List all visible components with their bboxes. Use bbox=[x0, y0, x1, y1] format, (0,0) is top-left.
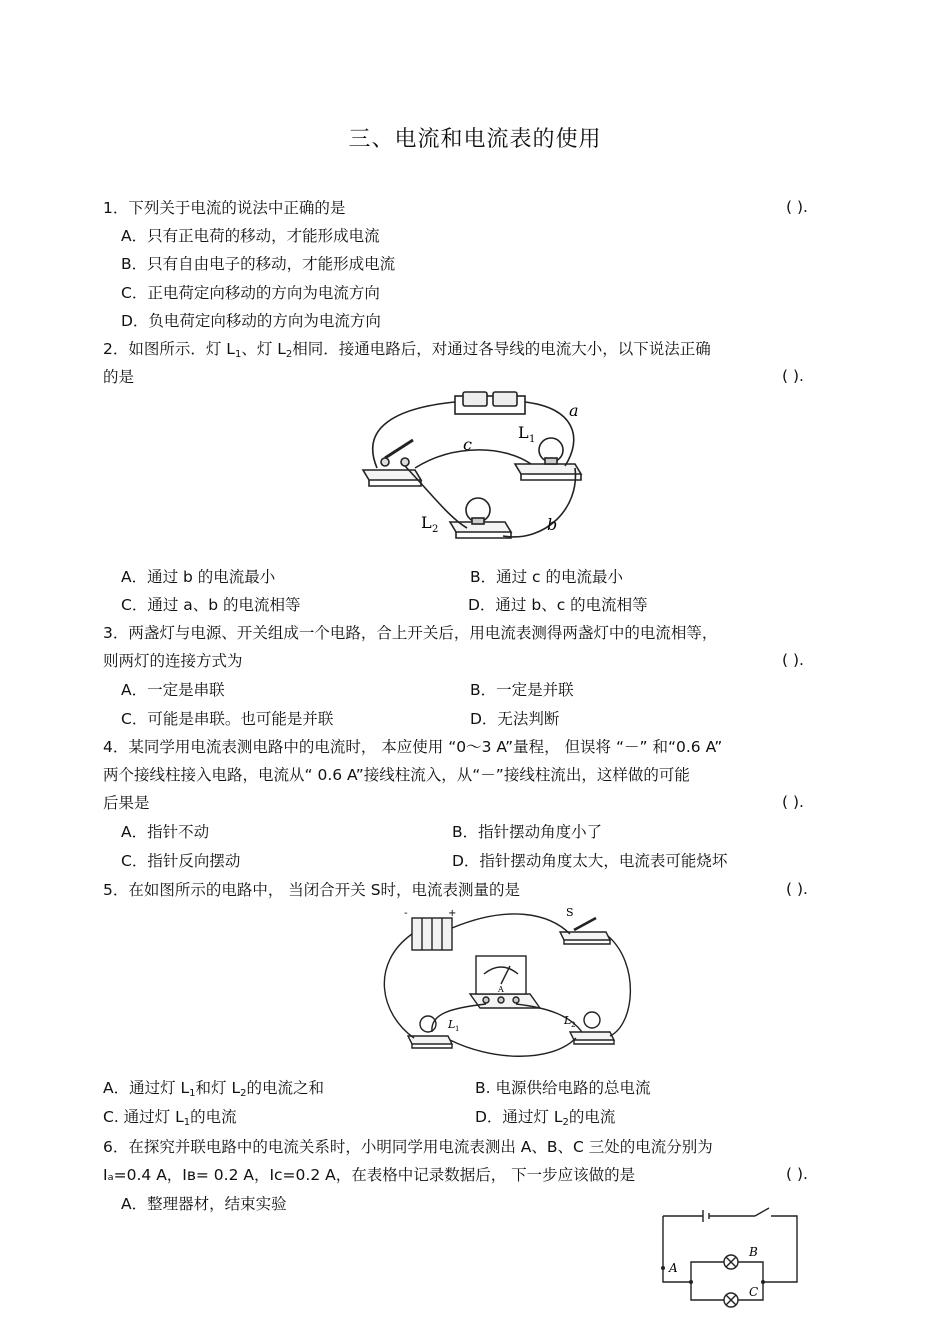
q4-option-c: C．指针反向摆动 bbox=[121, 852, 241, 870]
q2-option-b: B．通过 c 的电流最小 bbox=[470, 568, 624, 586]
q2-fig-label-a: a bbox=[569, 401, 579, 420]
q5-fig-plus: + bbox=[448, 908, 457, 919]
q6-fig-label-a: A bbox=[669, 1261, 678, 1275]
q6-stem-line1: 6．在探究并联电路中的电流关系时，小明同学用电流表测出 A、B、C 三处的电流分别为 bbox=[103, 1138, 713, 1156]
q3-stem-line1: 3．两盏灯与电源、开关组成一个电路，合上开关后，用电流表测得两盏灯中的电流相等， bbox=[103, 624, 718, 642]
q5-option-c: C. 通过灯 $L_1$的电流 bbox=[103, 1108, 237, 1128]
q2-option-a: A．通过 b 的电流最小 bbox=[121, 568, 276, 586]
q1-answer-paren: ( ). bbox=[786, 198, 808, 216]
q2-stem-line2: 的是 bbox=[103, 368, 135, 386]
q3-option-a: A．一定是串联 bbox=[121, 681, 225, 699]
q3-answer-paren: ( ). bbox=[782, 651, 804, 669]
q1-option-a: A．只有正电荷的移动，才能形成电流 bbox=[121, 227, 380, 245]
q6-stem-line2: Iₐ=0.4 A，Iʙ= 0.2 A，Iᴄ=0.2 A，在表格中记录数据后， 下一步应该做的是 bbox=[103, 1166, 636, 1184]
page-title: 三、电流和电流表的使用 bbox=[348, 127, 602, 152]
q4-option-b: B．指针摆动角度小了 bbox=[452, 823, 603, 841]
q4-stem-line1: 4．某同学用电流表测电路中的电流时， 本应使用 “0～3 A”量程， 但误将 “－” 和“0.6 A” bbox=[103, 738, 723, 756]
q5-option-d: D．通过灯 $L_2$的电流 bbox=[475, 1108, 616, 1128]
q6-fig-label-c: C bbox=[749, 1285, 759, 1299]
q2-option-c: C．通过 a、b 的电流相等 bbox=[121, 596, 301, 614]
q3-stem-line2: 则两灯的连接方式为 bbox=[103, 652, 243, 670]
q2-stem-line1: 2．如图所示．灯 $L_1$、灯 $L_2$相同．接通电路后，对通过各导线的电流大小，以下说法正确 bbox=[103, 340, 711, 360]
q2-fig-label-l1-sub: 1 bbox=[529, 434, 536, 445]
q6-option-a: A．整理器材，结束实验 bbox=[121, 1195, 287, 1213]
q2-fig-label-c: c bbox=[463, 435, 472, 454]
q1-stem: 1．下列关于电流的说法中正确的是 bbox=[103, 199, 346, 217]
q6-circuit-figure bbox=[655, 1204, 805, 1324]
q1-option-b: B．只有自由电子的移动，才能形成电流 bbox=[121, 255, 396, 273]
q5-fig-label-l1: L bbox=[448, 1018, 456, 1031]
q5-fig-label-l1-sub: 1 bbox=[455, 1025, 460, 1033]
q3-option-d: D．无法判断 bbox=[470, 710, 560, 728]
q5-fig-label-s: S bbox=[566, 906, 574, 919]
q1-option-c: C．正电荷定向移动的方向为电流方向 bbox=[121, 284, 380, 302]
q4-stem-line3: 后果是 bbox=[103, 794, 150, 812]
q6-fig-label-b: B bbox=[749, 1245, 758, 1259]
q5-option-a: A．通过灯 $L_1$和灯 $L_2$的电流之和 bbox=[103, 1079, 325, 1099]
q5-fig-minus: - bbox=[404, 908, 408, 919]
q5-answer-paren: ( ). bbox=[786, 880, 808, 898]
q2-fig-label-b: b bbox=[547, 515, 558, 534]
q6-answer-paren: ( ). bbox=[786, 1165, 808, 1183]
q3-option-b: B．一定是并联 bbox=[470, 681, 574, 699]
q5-option-b: B. 电源供给电路的总电流 bbox=[475, 1079, 651, 1097]
q2-option-d: D．通过 b、c 的电流相等 bbox=[468, 596, 648, 614]
q2-fig-label-l1: L bbox=[518, 423, 529, 442]
q5-fig-label-l2-sub: 2 bbox=[571, 1021, 576, 1029]
q3-option-c: C．可能是串联。也可能是并联 bbox=[121, 710, 334, 728]
q2-circuit-figure bbox=[355, 388, 595, 548]
q2-fig-label-l2-sub: 2 bbox=[432, 524, 439, 535]
q1-option-d: D．负电荷定向移动的方向为电流方向 bbox=[121, 312, 381, 330]
q2-answer-paren: ( ). bbox=[782, 367, 804, 385]
q5-fig-label-l2: L bbox=[564, 1014, 572, 1027]
q4-answer-paren: ( ). bbox=[782, 793, 804, 811]
q5-circuit-figure bbox=[370, 904, 640, 1064]
q4-option-a: A．指针不动 bbox=[121, 823, 210, 841]
q2-fig-label-l2: L bbox=[421, 513, 432, 532]
q4-stem-line2: 两个接线柱接入电路，电流从“ 0.6 A”接线柱流入，从“－”接线柱流出，这样做的可能 bbox=[103, 766, 690, 784]
q5-fig-label-a: A bbox=[498, 985, 504, 994]
q5-stem: 5．在如图所示的电路中， 当闭合开关 S时，电流表测量的是 bbox=[103, 881, 521, 899]
q4-option-d: D．指针摆动角度太大，电流表可能烧坏 bbox=[452, 852, 728, 870]
